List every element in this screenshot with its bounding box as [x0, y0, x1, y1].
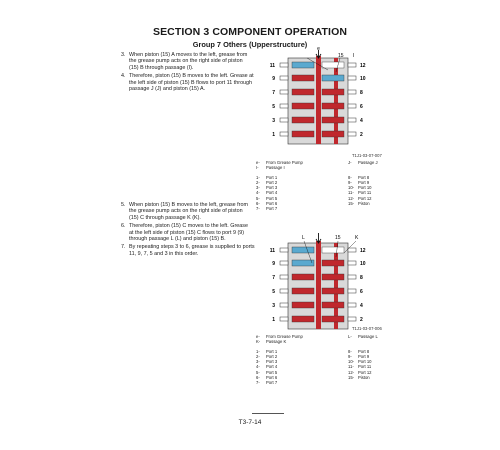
svg-text:8: 8 — [360, 90, 363, 96]
label-15: 15 — [335, 235, 341, 241]
footer-rule — [252, 413, 284, 414]
section-title: SECTION 3 COMPONENT OPERATION — [152, 26, 348, 38]
right-port-labels — [360, 248, 366, 323]
step-6: 6. Therefore, piston (15) C moves to the left. Grease at the left side of piston (15) C flows to port 9 (9) through passage L (L) and piston (15) B. — [121, 223, 248, 243]
svg-text:11: 11 — [269, 63, 275, 69]
caption-bottom: T1J1-03-07-006 — [352, 326, 382, 331]
caption-top: T1J1-03-07-007 — [352, 153, 382, 158]
label-K: K — [355, 235, 359, 241]
label-I: I — [353, 53, 355, 59]
distributor-diagram-top — [262, 48, 372, 148]
svg-text:7: 7 — [272, 90, 275, 96]
svg-text:1: 1 — [272, 317, 275, 323]
page-number: T3-7-14 — [238, 419, 262, 426]
svg-text:1: 1 — [272, 132, 275, 138]
svg-text:6: 6 — [360, 104, 363, 110]
section-subtitle: Group 7 Others (Upperstructure) — [192, 40, 308, 49]
right-port-labels — [360, 63, 366, 138]
legend-bottom: e- From Grease Pump L- Passage L K- Passage K 1- Port 1 8- Port 8 2- Port 2 9- Port 9 3- Port 3 10- Port 10 4- Port 4 11- Port 11 5- Port 5 12- Port 12 6- Port 6 15- Piston 7- Port 7 — [256, 334, 378, 386]
legend-top: e- From Grease Pump J- Passage J I- Passage I 1- Port 1 8- Port 8 2- Port 2 9- Port 9 3- Port 3 10- Port 10 4- Port 4 11- Port 11 5- Port 5 12- Port 12 6- Port 6 15- Piston 7- Port 7 — [256, 160, 378, 212]
svg-text:9: 9 — [272, 261, 275, 267]
svg-text:5: 5 — [272, 104, 275, 110]
step-4: 4. Therefore, piston (15) B moves to the left. Grease at the left side of piston (15) B flows to port 11 through passage J (J) and piston (15) A. — [121, 73, 254, 93]
svg-text:7: 7 — [272, 275, 275, 281]
svg-text:10: 10 — [360, 261, 366, 267]
distributor-diagram-bottom — [262, 233, 372, 333]
svg-text:10: 10 — [360, 76, 366, 82]
left-port-labels — [270, 248, 276, 323]
step-3: 3. When piston (15) A moves to the left, grease from the grease pump acts on the right side of piston (15) B through passage (I). — [121, 52, 248, 71]
left-port-labels — [270, 63, 276, 138]
grease-passage — [316, 56, 321, 144]
svg-text:3: 3 — [272, 303, 275, 309]
svg-text:2: 2 — [360, 317, 363, 323]
step-7: 7. By repeating steps 3 to 6, grease is supplied to ports 11, 9, 7, 5 and 3 in this order. — [121, 244, 255, 257]
svg-text:8: 8 — [360, 275, 363, 281]
svg-text:9: 9 — [272, 76, 275, 82]
top-steps — [121, 52, 281, 92]
bottom-steps — [121, 202, 283, 257]
svg-text:11: 11 — [269, 248, 275, 254]
svg-text:4: 4 — [360, 118, 363, 124]
step-5: 5. When piston (15) B moves to the left, grease from the grease pump acts on the right side of piston (15) C through passage K (K). — [121, 202, 248, 221]
label-e: e — [317, 46, 320, 52]
svg-text:3: 3 — [272, 118, 275, 124]
svg-text:4: 4 — [360, 303, 363, 309]
svg-text:6: 6 — [360, 289, 363, 295]
grease-passage — [316, 241, 321, 329]
label-15: 15 — [338, 53, 344, 59]
svg-text:12: 12 — [360, 248, 366, 254]
label-L: L — [302, 235, 305, 241]
svg-text:5: 5 — [272, 289, 275, 295]
svg-text:12: 12 — [360, 63, 366, 69]
svg-text:2: 2 — [360, 132, 363, 138]
